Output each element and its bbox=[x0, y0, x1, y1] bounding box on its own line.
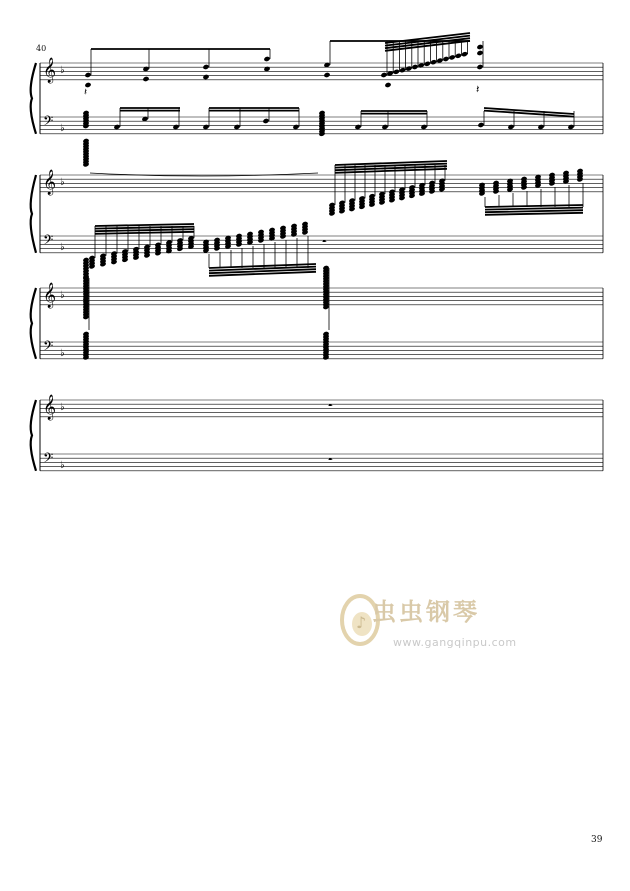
notehead bbox=[202, 64, 209, 70]
notehead bbox=[354, 124, 361, 130]
eighth-note bbox=[384, 82, 391, 88]
notehead bbox=[476, 44, 483, 50]
bass-clef: 𝄢 bbox=[43, 232, 54, 251]
notehead bbox=[442, 56, 449, 62]
brace bbox=[31, 288, 36, 359]
notehead bbox=[84, 72, 91, 78]
whole-rest: 𝄼 bbox=[328, 399, 333, 413]
beam bbox=[485, 210, 583, 212]
notehead bbox=[424, 61, 431, 67]
quarter-rest: 𝄽 bbox=[476, 83, 480, 96]
notehead bbox=[420, 124, 427, 130]
page-number: 39 bbox=[591, 835, 603, 845]
whole-rest: 𝄼 bbox=[328, 453, 333, 467]
notehead bbox=[461, 51, 468, 57]
bass-clef: 𝄢 bbox=[43, 450, 54, 469]
rests-layer bbox=[84, 83, 479, 467]
notehead bbox=[476, 64, 483, 70]
key-signatures bbox=[60, 65, 65, 471]
notehead bbox=[172, 124, 179, 130]
beam bbox=[485, 213, 583, 215]
flat-sign: ♭ bbox=[60, 402, 65, 413]
brace bbox=[31, 400, 36, 471]
beam bbox=[95, 227, 194, 229]
notehead bbox=[507, 124, 514, 130]
notehead bbox=[381, 124, 388, 130]
notehead bbox=[323, 72, 330, 78]
notehead bbox=[233, 124, 240, 130]
treble-clef: 𝄞 bbox=[43, 283, 57, 308]
notes-layer bbox=[82, 33, 583, 360]
brace bbox=[31, 63, 36, 134]
bass-clef: 𝄢 bbox=[43, 338, 54, 357]
bass-clef: 𝄢 bbox=[43, 113, 54, 132]
notehead bbox=[567, 124, 574, 130]
notehead bbox=[292, 124, 299, 130]
watermark-text: 虫虫钢琴 bbox=[372, 598, 480, 626]
notehead bbox=[113, 124, 120, 130]
notehead bbox=[537, 124, 544, 130]
treble-clef: 𝄞 bbox=[43, 395, 57, 420]
tie bbox=[90, 173, 318, 176]
notehead bbox=[476, 50, 483, 56]
quarter-rest: 𝄽 bbox=[84, 87, 88, 98]
notehead bbox=[263, 56, 270, 62]
flat-sign: ♭ bbox=[60, 242, 65, 253]
flat-sign: ♭ bbox=[60, 65, 65, 76]
notehead bbox=[405, 66, 412, 72]
flat-sign: ♭ bbox=[60, 348, 65, 359]
treble-clef: 𝄞 bbox=[43, 170, 57, 195]
whole-rest: 𝄼 bbox=[322, 235, 327, 249]
notehead bbox=[202, 74, 209, 80]
clefs bbox=[43, 57, 56, 469]
notehead bbox=[455, 53, 462, 59]
svg-text:♪: ♪ bbox=[356, 613, 367, 632]
system-braces bbox=[31, 63, 603, 471]
notehead bbox=[202, 124, 209, 130]
beam bbox=[95, 224, 194, 226]
notehead bbox=[411, 64, 418, 70]
flat-sign: ♭ bbox=[60, 177, 65, 188]
notehead bbox=[449, 54, 456, 60]
flat-sign: ♭ bbox=[60, 460, 65, 471]
notehead bbox=[430, 59, 437, 65]
measure-number: 40 bbox=[36, 44, 47, 53]
notehead bbox=[380, 72, 387, 78]
flat-sign: ♭ bbox=[60, 123, 65, 134]
beam bbox=[95, 232, 194, 234]
beam bbox=[485, 208, 583, 210]
watermark-url: www.gangqinpu.com bbox=[393, 636, 517, 649]
notehead bbox=[142, 76, 149, 82]
beam bbox=[485, 205, 583, 207]
treble-clef: 𝄞 bbox=[43, 58, 57, 83]
notehead bbox=[477, 122, 484, 128]
beam bbox=[95, 229, 194, 231]
brace bbox=[31, 175, 36, 253]
flat-sign: ♭ bbox=[60, 290, 65, 301]
notehead bbox=[393, 69, 400, 75]
notehead bbox=[262, 118, 269, 124]
notehead bbox=[399, 67, 406, 73]
